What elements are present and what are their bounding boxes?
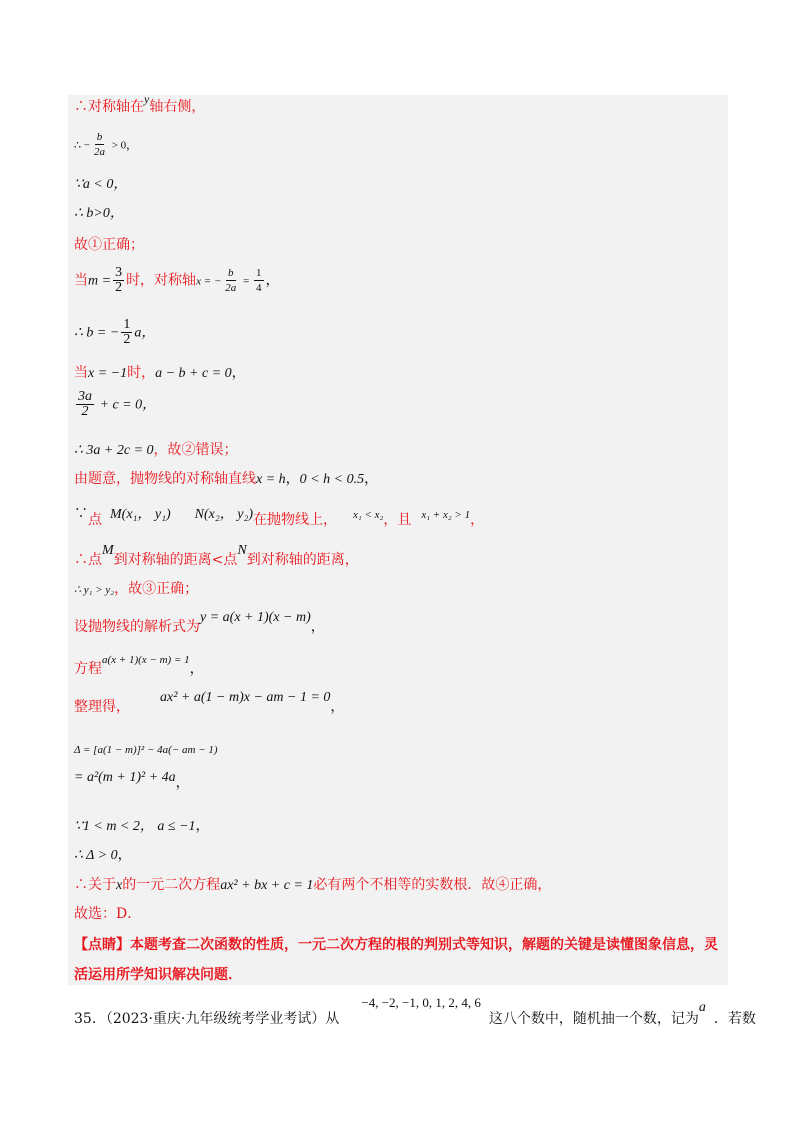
text: ，故③正确； bbox=[114, 581, 199, 597]
denominator: 2a bbox=[93, 146, 105, 158]
text: 故①正确； bbox=[74, 237, 144, 253]
math: = bbox=[240, 275, 253, 288]
solution-line-2 bbox=[74, 130, 137, 159]
question-source: （2023·重庆·九年级统考学业考试）从 bbox=[105, 1011, 340, 1027]
solution-line-8 bbox=[74, 364, 246, 383]
text: 必有两个不相等的实数根．故④正确， bbox=[313, 877, 552, 893]
text: 到对称轴的距离， bbox=[246, 552, 359, 568]
text: ∴对称轴在 bbox=[74, 99, 144, 115]
question-text: 这八个数中，随机抽一个数，记为 bbox=[488, 1011, 699, 1027]
numerator: 1 bbox=[123, 317, 131, 332]
text: ，故②错误； bbox=[153, 442, 238, 458]
math: y bbox=[144, 92, 150, 106]
math: ∵1 < m < 2， a ≤ −1 bbox=[74, 819, 196, 834]
solution-line-3 bbox=[74, 175, 127, 194]
math: ∴ 3a + 2c = 0 bbox=[74, 443, 154, 458]
text: 到对称轴的距离<点 bbox=[113, 552, 238, 568]
solution-line-16 bbox=[74, 654, 204, 679]
math: ∴ − bbox=[74, 139, 90, 152]
math: ， bbox=[231, 366, 246, 381]
numerator: 3 bbox=[115, 265, 123, 280]
numerator: b bbox=[228, 267, 234, 279]
math: x = − bbox=[196, 275, 222, 288]
fraction bbox=[223, 266, 238, 295]
text: ， bbox=[470, 512, 485, 528]
math: ∴ Δ > 0 bbox=[74, 848, 118, 863]
solution-line-14 bbox=[74, 580, 198, 599]
math: a， bbox=[134, 325, 156, 341]
text: 轴右侧， bbox=[149, 99, 206, 115]
math: x = h bbox=[256, 472, 286, 487]
math: M(x₁， y₁) bbox=[110, 507, 171, 522]
fraction bbox=[76, 390, 94, 419]
math: ， bbox=[330, 700, 345, 715]
comment-line-1: 【点睛】本题考查二次函数的性质，一元二次方程的根的判别式等知识，解题的关键是读懂图象信息，灵 bbox=[74, 937, 718, 953]
fraction bbox=[254, 266, 264, 295]
math: a bbox=[698, 1000, 706, 1015]
solution-line-4 bbox=[74, 204, 124, 223]
answer-choice: 故选：D． bbox=[74, 906, 142, 922]
solution-line-10 bbox=[74, 441, 238, 460]
numerator: 1 bbox=[256, 267, 262, 279]
math: ， bbox=[189, 662, 204, 677]
solution-line-13 bbox=[74, 543, 359, 570]
comment-line-2: 活运用所学知识解决问题． bbox=[74, 967, 242, 983]
math: x₁ + x₂ > 1 bbox=[421, 509, 471, 521]
solution-line-20 bbox=[74, 817, 210, 836]
denominator: 2 bbox=[115, 280, 123, 295]
text: 整理得， bbox=[74, 699, 130, 715]
math: x = −1 bbox=[88, 366, 128, 381]
math: ， bbox=[175, 776, 190, 791]
question-number: 35． bbox=[74, 1011, 106, 1027]
math: N bbox=[237, 543, 247, 558]
text: 在抛物线上， bbox=[252, 512, 337, 528]
math: > 0， bbox=[108, 139, 138, 152]
text: ∴点 bbox=[74, 552, 102, 568]
solution-line-19 bbox=[74, 768, 190, 791]
math: Δ = [a(1 − m)]² − 4a(− am − 1) bbox=[74, 744, 218, 756]
text: 当 bbox=[74, 272, 88, 289]
solution-line-7 bbox=[74, 318, 155, 347]
solution-line-22 bbox=[74, 876, 551, 895]
solution-line-6 bbox=[74, 266, 280, 295]
numerator: 3a bbox=[78, 389, 92, 404]
math: a(x + 1)(x − m) = 1 bbox=[102, 654, 190, 666]
math: y = a(x + 1)(x − m) bbox=[200, 610, 311, 625]
denominator: 4 bbox=[256, 282, 262, 294]
math: x₁ < x₂ bbox=[352, 509, 384, 521]
text: 时， bbox=[127, 365, 156, 381]
solution-line-11 bbox=[74, 470, 378, 489]
solution-line-21 bbox=[74, 846, 132, 865]
math: ∴ b>0， bbox=[74, 206, 124, 221]
text: ∵ bbox=[74, 506, 88, 522]
math: ， bbox=[364, 472, 379, 487]
math: 0 < h < 0.5 bbox=[299, 472, 365, 487]
math: N(x₂， y₂) bbox=[194, 507, 253, 522]
fraction bbox=[92, 130, 107, 159]
math: + c = 0， bbox=[96, 397, 157, 413]
text: 的一元二次方程 bbox=[122, 877, 221, 893]
text: 设抛物线的解析式为 bbox=[74, 619, 200, 635]
text: 点 bbox=[88, 512, 102, 528]
math: M bbox=[102, 543, 114, 558]
solution-line-18 bbox=[74, 740, 218, 759]
text: 方程 bbox=[74, 661, 102, 677]
fraction bbox=[113, 266, 124, 295]
math: ， bbox=[285, 472, 300, 487]
question-text: ．若数 bbox=[713, 1011, 756, 1027]
text: 时，对称轴 bbox=[126, 272, 197, 289]
solution-line-1 bbox=[74, 92, 206, 116]
math: = a²(m + 1)² + 4a bbox=[74, 770, 176, 785]
math: x bbox=[116, 878, 123, 893]
math: ， bbox=[265, 273, 280, 289]
solution-line-17 bbox=[74, 690, 345, 717]
math: ∵a < 0， bbox=[74, 177, 128, 192]
math: ax² + a(1 − m)x − am − 1 = 0 bbox=[160, 690, 331, 705]
solution-line-15 bbox=[74, 610, 325, 637]
text: 当 bbox=[74, 365, 88, 381]
math: ∴ y₁ > y₂ bbox=[74, 584, 115, 596]
math: ax² + bx + c = 1 bbox=[220, 878, 314, 893]
math: ， bbox=[117, 848, 132, 863]
math: ， bbox=[310, 620, 325, 635]
math: ， bbox=[195, 819, 210, 834]
solution-line-5 bbox=[74, 236, 144, 254]
solution-panel bbox=[68, 95, 728, 985]
number-set: −4, −2, −1, 0, 1, 2, 4, 6 bbox=[361, 995, 481, 1010]
solution-line-9 bbox=[74, 390, 156, 419]
solution-line-12 bbox=[74, 505, 485, 528]
math: m = bbox=[88, 273, 112, 289]
denominator: 2a bbox=[225, 282, 237, 294]
fraction bbox=[121, 318, 132, 347]
question-35 bbox=[74, 995, 756, 1028]
denominator: 2 bbox=[81, 404, 89, 419]
text: 由题意，抛物线的对称轴直线 bbox=[74, 471, 256, 487]
text: ∴关于 bbox=[74, 877, 116, 893]
math: a − b + c = 0 bbox=[155, 366, 232, 381]
numerator: b bbox=[96, 131, 103, 143]
denominator: 2 bbox=[123, 332, 131, 347]
math: ∴ b = − bbox=[74, 325, 120, 341]
text: ，且 bbox=[383, 512, 412, 528]
